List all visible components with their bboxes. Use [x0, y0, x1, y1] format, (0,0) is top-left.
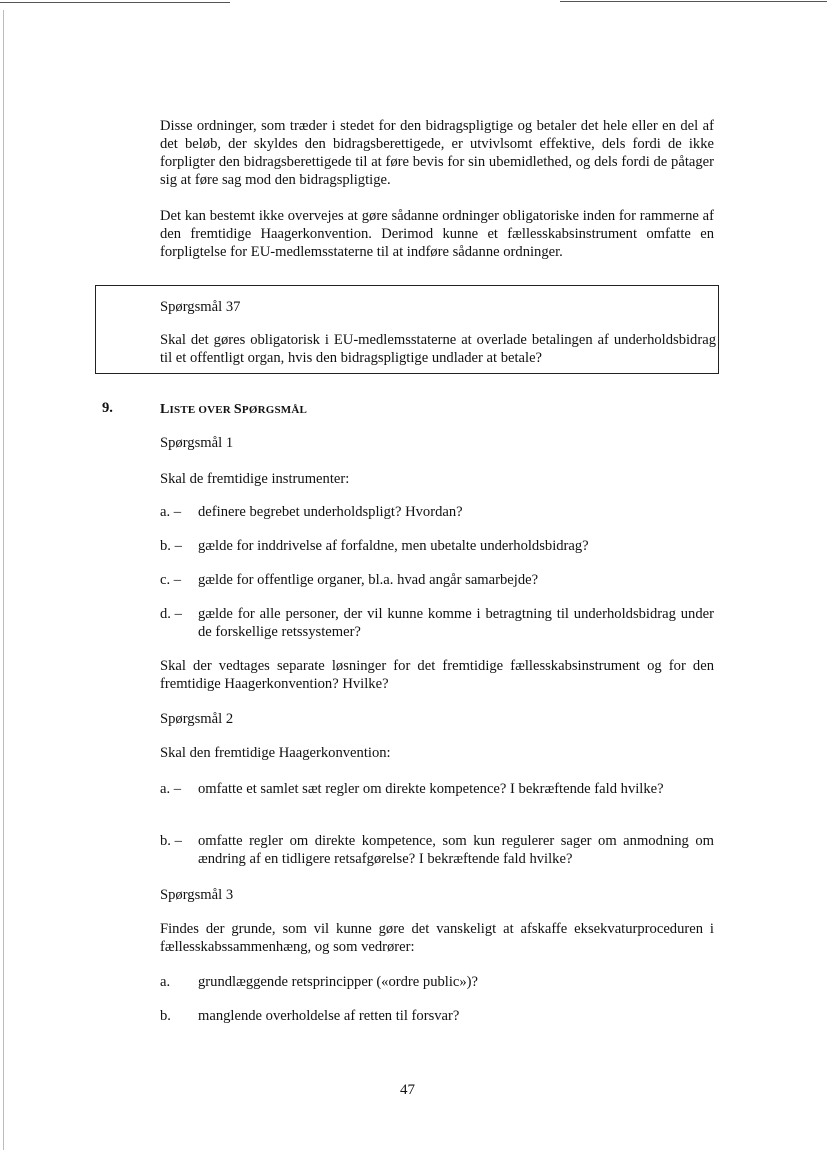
paragraph-ordninger: Disse ordninger, som træder i stedet for den bidragspligtige og betaler det hele eller en del af det beløb, der skyldes den bidragsberettigede, er utvivlsomt effektive, dels fordi de ikke forpligter den bidragsberettigede til at føre bevis for sin ubemidlethed, og dels fordi de påtager sig at føre sag mod den bidragspligtige.	[160, 118, 714, 188]
question-2-item-b: b. – omfatte regler om direkte kompetence, som kun regulerer sager om anmodning om ændring af en tidligere retsafgørelse? I bekræftende fald hvilke?	[160, 833, 714, 867]
question-3-heading: Spørgsmål 3	[160, 887, 234, 903]
scan-edge-left	[3, 10, 4, 1150]
question-1-item-a: a. – definere begrebet underholdspligt? Hvordan?	[160, 504, 463, 520]
question-3-item-a: a. grundlæggende retsprincipper («ordre public»)?	[160, 974, 479, 990]
question-2-item-a: a. – omfatte et samlet sæt regler om direkte kompetence? I bekræftende fald hvilke?	[160, 781, 664, 797]
question-3-item-b: b. manglende overholdelse af retten til forsvar?	[160, 1008, 460, 1024]
section-number: 9.	[102, 400, 113, 416]
question-3-intro: Findes der grunde, som vil kunne gøre det vanskeligt at afskaffe eksekvaturproceduren i fællesskabssammenhæng, og som vedrører:	[160, 921, 714, 955]
question-1-item-b: b. – gælde for inddrivelse af forfaldne, men ubetalte underholdsbidrag?	[160, 538, 589, 554]
question-1-heading: Spørgsmål 1	[160, 435, 234, 451]
section-title: LISTE OVER SPØRGSMÅL	[160, 402, 308, 417]
page-number: 47	[400, 1082, 415, 1098]
question-1-item-d: d. – gælde for alle personer, der vil kunne komme i betragtning til underholdsbidrag under de forskellige retssystemer?	[160, 606, 714, 640]
scan-edge-top-right	[560, 1, 827, 2]
question-37-text: Skal det gøres obligatorisk i EU-medlemsstaterne at overlade betalingen af underholdsbidrag til et offentligt organ, hvis den bidragspligtige undlader at betale?	[160, 332, 716, 366]
question-1-intro: Skal de fremtidige instrumenter:	[160, 471, 350, 487]
question-2-intro: Skal den fremtidige Haagerkonvention:	[160, 745, 391, 761]
question-1-closing: Skal der vedtages separate løsninger for det fremtidige fællesskabsinstrument og for den fremtidige Haagerkonvention? Hvilke?	[160, 658, 714, 692]
question-37-heading: Spørgsmål 37	[160, 299, 241, 315]
paragraph-haagerkonvention: Det kan bestemt ikke overvejes at gøre sådanne ordninger obligatoriske inden for rammerne af den fremtidige Haagerkonvention. Derimod kunne et fællesskabsinstrument omfatte en forpligtelse for EU-medlemsstaterne til at indføre sådanne ordninger.	[160, 208, 714, 260]
question-1-item-c: c. – gælde for offentlige organer, bl.a. hvad angår samarbejde?	[160, 572, 539, 588]
scan-edge-top-left	[0, 2, 230, 3]
question-2-heading: Spørgsmål 2	[160, 711, 234, 727]
